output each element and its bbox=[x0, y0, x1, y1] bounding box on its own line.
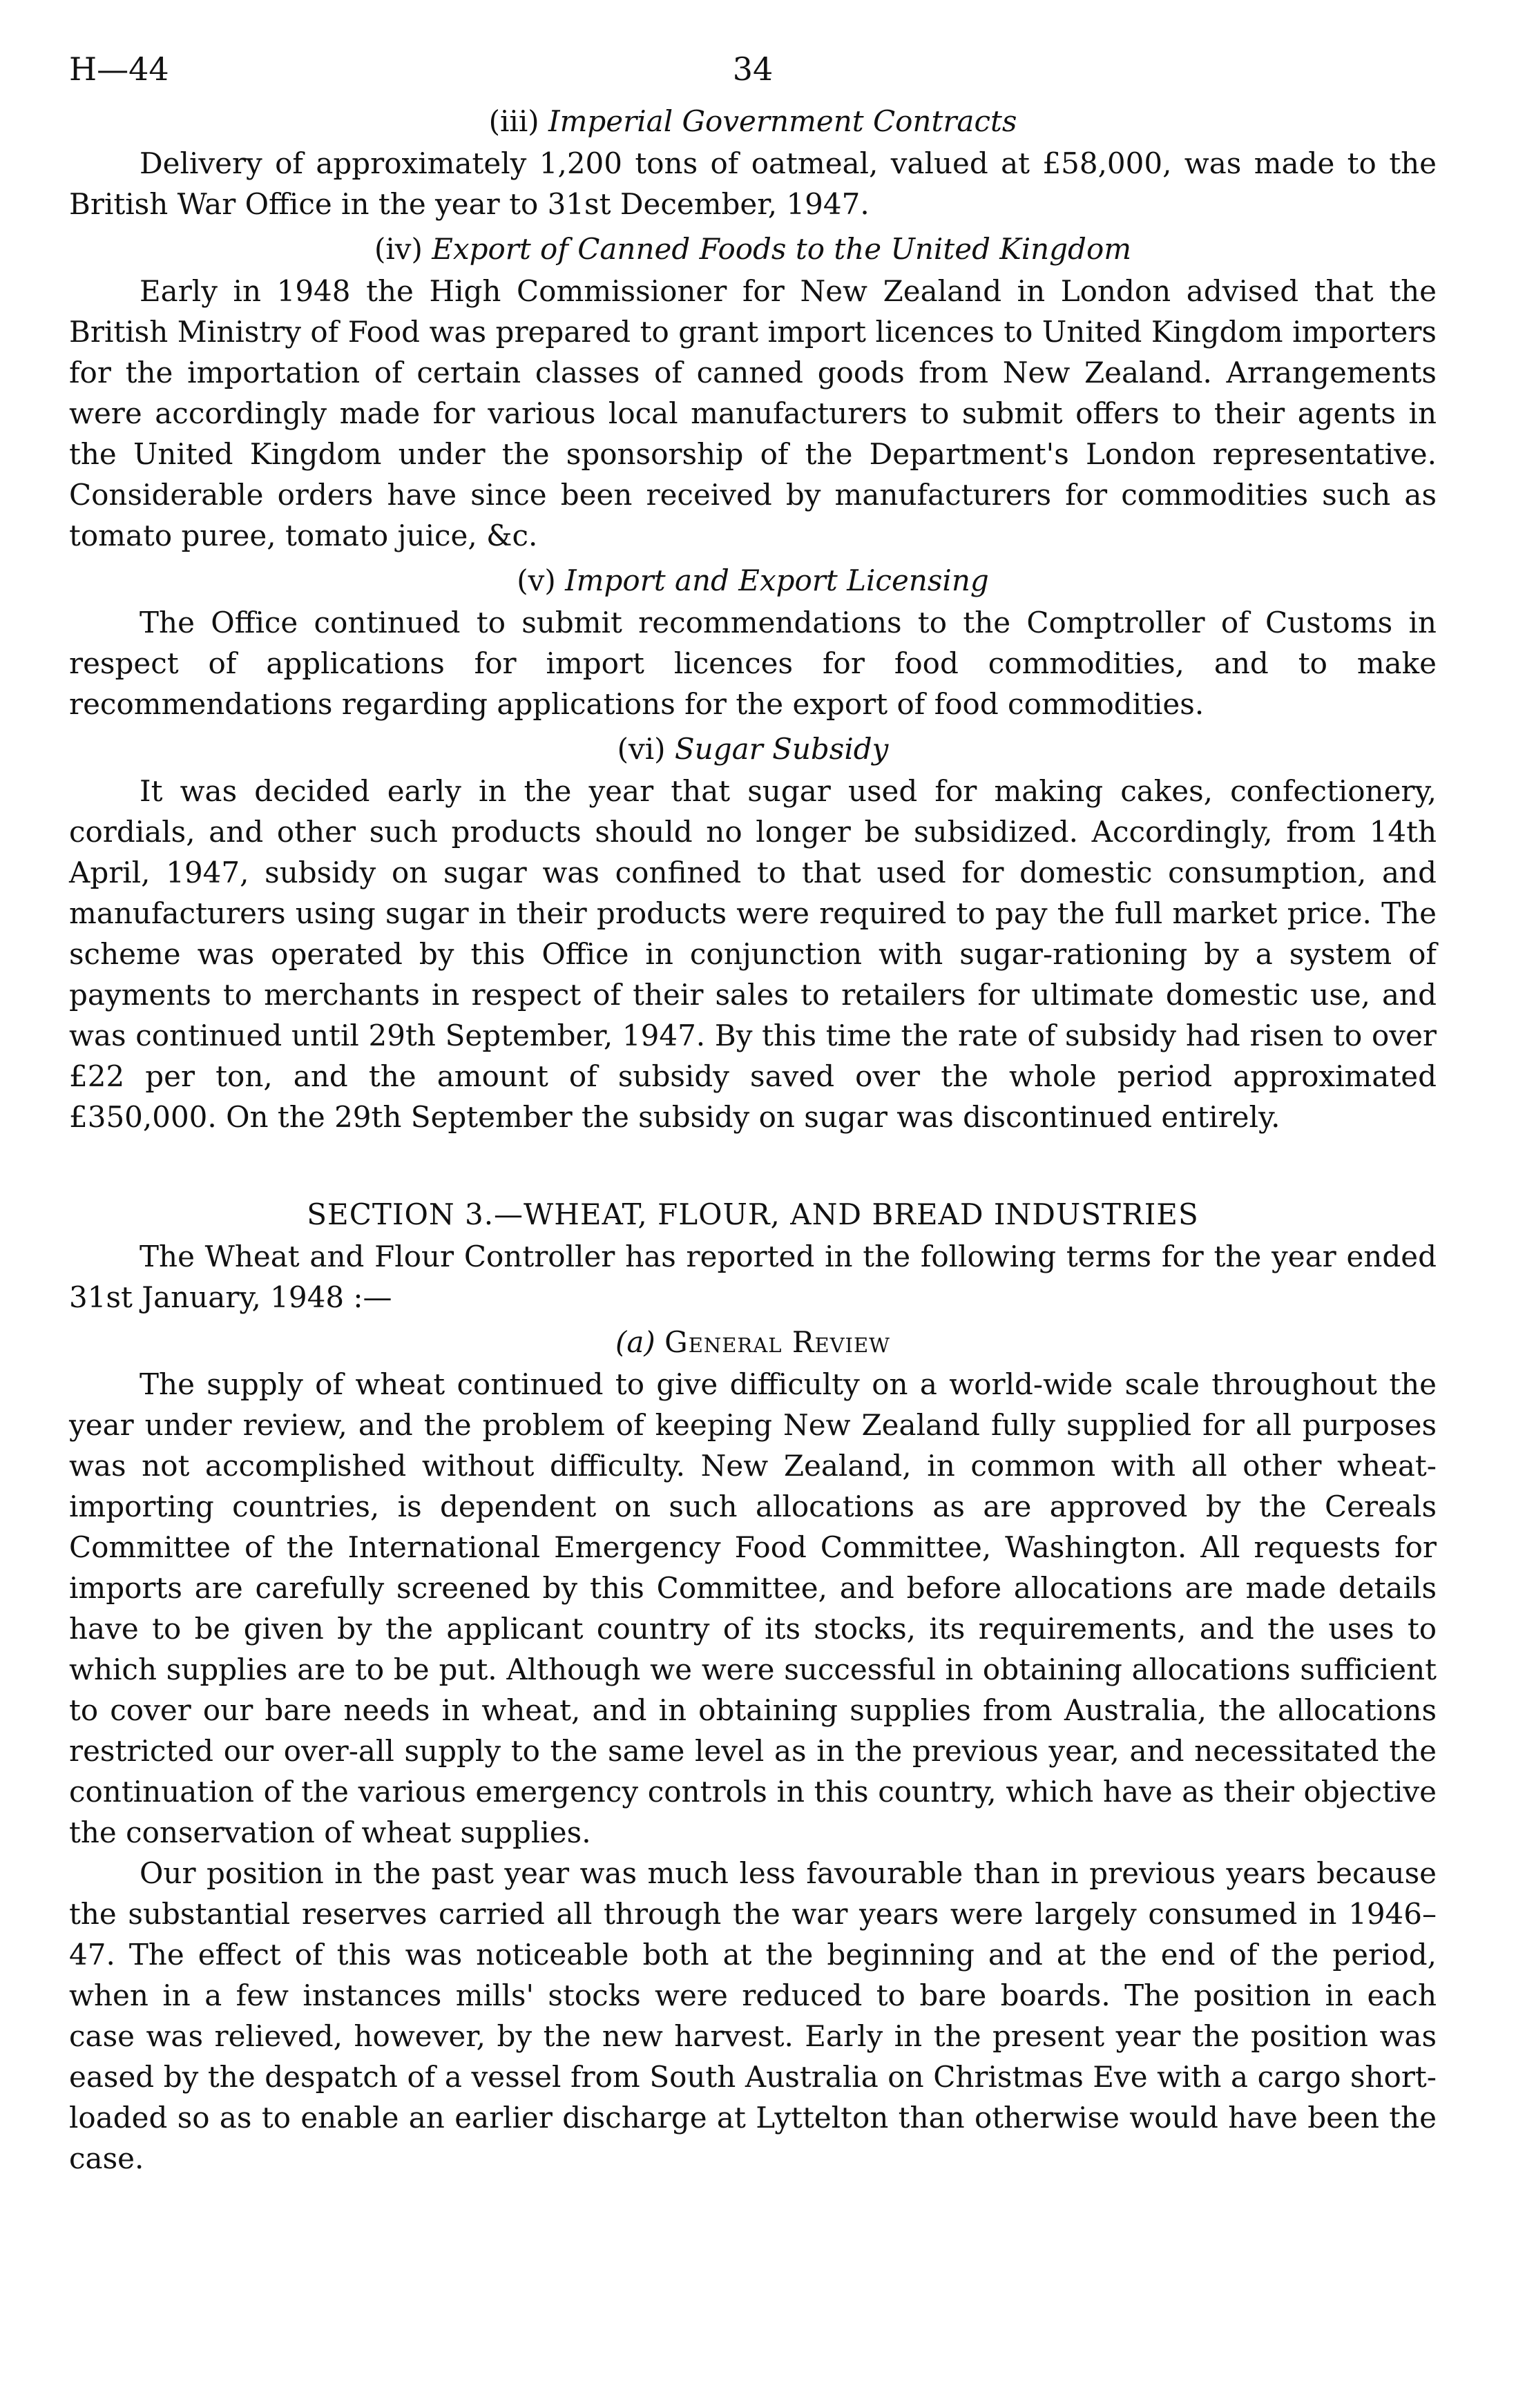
page-number: 34 bbox=[732, 50, 774, 88]
paragraph-section-3-intro: The Wheat and Flour Controller has reported in the following terms for the year ended 31st January, 1948 :— bbox=[69, 1240, 1437, 1314]
paragraph-sugar-subsidy: It was decided early in the year that sugar used for making cakes, confectionery, cordials, and other such products should no longer be subsidized. Accordingly, from 14th April, 1947, subsidy on sugar was confined to that used for domestic consumption, and manufacturers using sugar in their products were required to pay the full market price. The scheme was operated by this Office in conjunction with sugar-rationing by a system of payments to merchants in respect of their sales to retailers for ultimate domestic use, and was continued until 29th September, 1947. By this time the rate of subsidy had risen to over £22 per ton, and the amount of subsidy saved over the whole period approximated £350,000. On the 29th September the subsidy on sugar was discontinued entirely. bbox=[69, 774, 1437, 1134]
paragraph-canned-foods: Early in 1948 the High Commissioner for New Zealand in London advised that the British Ministry of Food was prepared to grant import licences to United Kingdom importers for the importation of certain classes of canned goods from New Zealand. Arrangements were accordingly made for various local manufacturers to submit offers to their agents in the United Kingdom under the sponsorship of the Department's London representative. Considerable orders have since been received by manufacturers for commodities such as tomato puree, tomato juice, &c. bbox=[69, 274, 1437, 552]
heading-title: Export of Canned Foods to the United Kingdom bbox=[432, 232, 1132, 266]
heading-number: (vi) bbox=[617, 732, 666, 766]
document-code: H—44 bbox=[69, 50, 169, 88]
heading-title: Sugar Subsidy bbox=[674, 732, 889, 766]
paragraph-oatmeal-delivery: Delivery of approximately 1,200 tons of oatmeal, valued at £58,000, was made to the British War Office in the year to 31st December, 1947. bbox=[69, 146, 1437, 221]
section-3-title: SECTION 3.—WHEAT, FLOUR, AND BREAD INDUSTRIES bbox=[307, 1197, 1199, 1231]
paragraph-wheat-supply: The supply of wheat continued to give difficulty on a world-wide scale throughout the year under review, and the problem of keeping New Zealand fully supplied for all purposes was not accomplished without difficulty. New Zealand, in common with all other wheat-importing countries, is dependent on such allocations as are approved by the Cereals Committee of the International Emergency Food Committee, Washington. All requests for imports are carefully screened by this Committee, and before allocations are made details have to be given by the applicant country of its stocks, its requirements, and the uses to which supplies are to be put. Although we were successful in obtaining allocations sufficient to cover our bare needs in wheat, and in obtaining supplies from Australia, the allocations restricted our over-all supply to the same level as in the previous year, and necessitated the continuation of the various emergency controls in this country, which have as their objective the conservation of wheat supplies. bbox=[69, 1367, 1437, 1849]
heading-title: Imperial Government Contracts bbox=[548, 104, 1017, 138]
heading-canned-foods bbox=[69, 229, 1437, 269]
heading-number: (iii) bbox=[488, 104, 539, 138]
heading-imperial-contracts bbox=[69, 101, 1437, 142]
document-page bbox=[69, 41, 1437, 2179]
heading-sugar-subsidy bbox=[69, 729, 1437, 769]
heading-title: Import and Export Licensing bbox=[565, 564, 989, 597]
heading-number: (v) bbox=[517, 564, 556, 597]
heading-number: (iv) bbox=[374, 232, 423, 266]
heading-general-review bbox=[69, 1322, 1437, 1362]
paragraph-wheat-position: Our position in the past year was much less favourable than in previous years because the substantial reserves carried all through the war years were largely consumed in 1946–47. The effect of this was noticeable both at the beginning and at the end of the period, when in a few instances mills' stocks were reduced to bare boards. The position in each case was relieved, however, by the new harvest. Early in the present year the position was eased by the despatch of a vessel from South Australia on Christmas Eve with a cargo short-loaded so as to enable an earlier discharge at Lyttelton than otherwise would have been the case. bbox=[69, 1856, 1437, 2175]
paragraph-licensing: The Office continued to submit recommendations to the Comptroller of Customs in respect of applications for import licences for food commodities, and to make recommendations regarding applications for the export of food commodities. bbox=[69, 606, 1437, 721]
heading-licensing bbox=[69, 560, 1437, 601]
heading-title: General Review bbox=[664, 1325, 890, 1359]
heading-number: (a) bbox=[615, 1325, 655, 1359]
running-header bbox=[69, 41, 1437, 97]
